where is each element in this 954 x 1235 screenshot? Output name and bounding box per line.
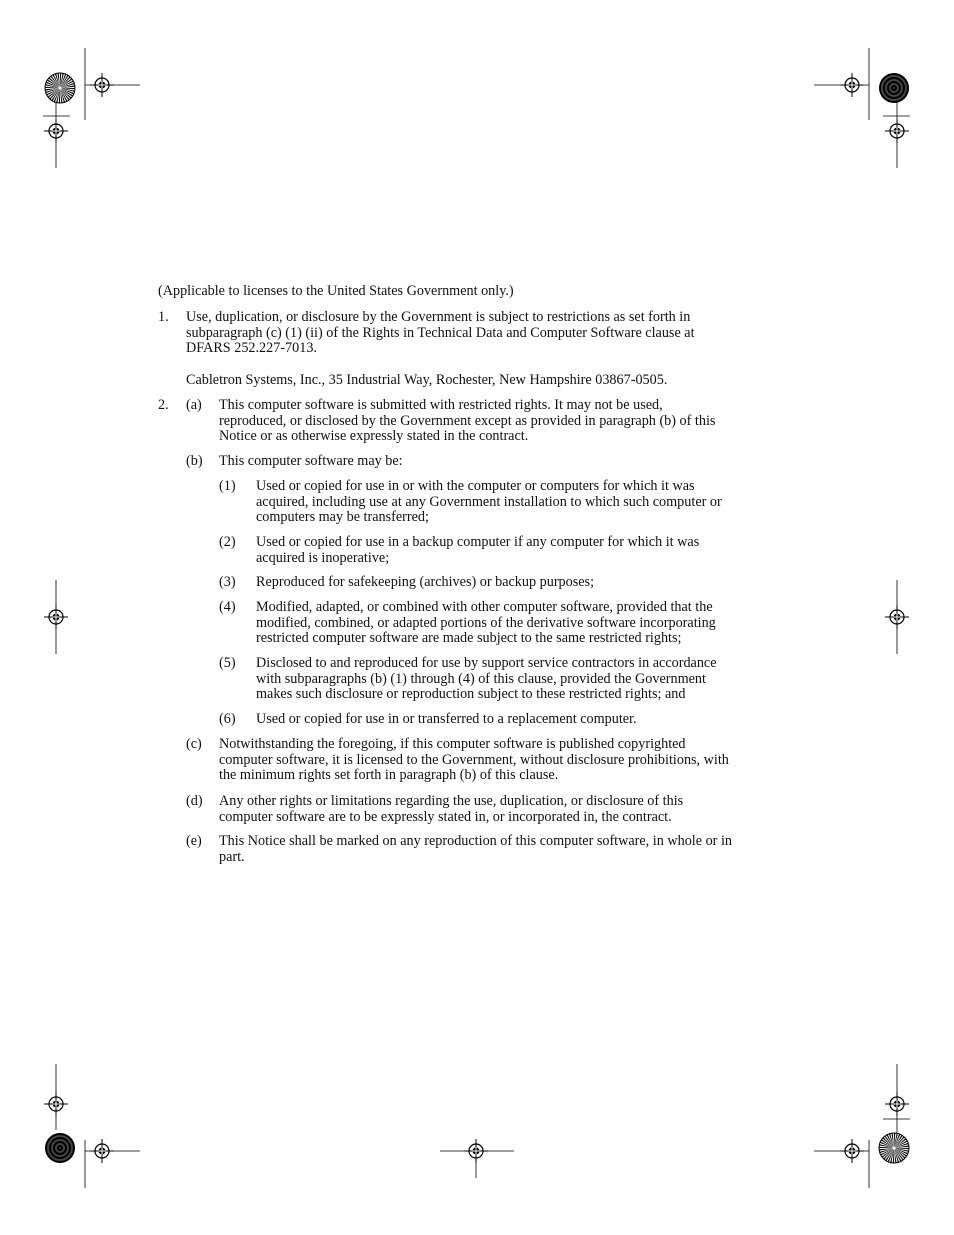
paragraph-line: restricted computer software are made subject to the same restricted rights; <box>256 630 682 647</box>
paragraph-line: subparagraph (c) (1) (ii) of the Rights in Technical Data and Computer Software clause at <box>186 324 695 341</box>
subclause-6-label: (6) <box>219 711 236 727</box>
clause-c-text <box>219 737 729 784</box>
subclause-6-text <box>256 712 637 728</box>
ring-target-icon <box>879 73 909 103</box>
subclause-5-label: (5) <box>219 655 236 671</box>
subclause-2-label: (2) <box>219 534 236 550</box>
clause-b-label: (b) <box>186 453 203 469</box>
paragraph-line: computer software are to be expressly stated in, or incorporated in, the contract. <box>219 808 672 825</box>
subclause-3-label: (3) <box>219 574 236 590</box>
paragraph-line: the minimum rights set forth in paragraph (b) of this clause. <box>219 767 559 784</box>
paragraph-line: Any other rights or limitations regarding the use, duplication, or disclosure of this <box>219 793 684 809</box>
ring-target-icon <box>45 1133 75 1163</box>
clause-e-label: (e) <box>186 833 202 849</box>
clause-d-label: (d) <box>186 793 203 809</box>
paragraph-line: Notice or as otherwise expressly stated in the contract. <box>219 428 529 445</box>
registration-target-icon <box>885 119 909 143</box>
registration-target-icon <box>885 605 909 629</box>
item-1-paragraph <box>186 310 695 357</box>
paragraph-line: Reproduced for safekeeping (archives) or backup purposes; <box>256 574 595 590</box>
paragraph-line: makes such disclosure or reproduction subject to these restricted rights; and <box>256 686 686 703</box>
paragraph-line: with subparagraphs (b) (1) through (4) of this clause, provided the Government <box>256 670 706 687</box>
registration-target-icon <box>840 1139 864 1163</box>
subclause-3-text <box>256 575 594 591</box>
paragraph-line: reproduced, or disclosed by the Government except as provided in paragraph (b) of this <box>219 412 716 429</box>
subclause-5-text <box>256 656 717 703</box>
registration-target-icon <box>44 1092 68 1116</box>
clause-e-text <box>219 834 732 865</box>
paragraph-line: DFARS 252.227-7013. <box>186 340 317 357</box>
item-2-number: 2. <box>158 397 169 413</box>
paragraph-line: part. <box>219 848 245 865</box>
clause-a-label: (a) <box>186 397 202 413</box>
registration-target-icon <box>90 1139 114 1163</box>
subclause-4-text <box>256 600 716 647</box>
clause-d-text <box>219 794 683 825</box>
registration-target-icon <box>90 73 114 97</box>
paragraph-line: computers may be transferred; <box>256 509 429 526</box>
registration-target-icon <box>840 73 864 97</box>
item-1-number: 1. <box>158 309 169 325</box>
registration-target-icon <box>44 605 68 629</box>
registration-target-icon <box>44 119 68 143</box>
subclause-1-label: (1) <box>219 478 236 494</box>
paragraph-line: This Notice shall be marked on any reproduction of this computer software, in whole or in <box>219 833 732 849</box>
paragraph-line: modified, combined, or adapted portions of the derivative software incorporating <box>256 614 716 631</box>
clause-b-text: This computer software may be: <box>219 453 403 469</box>
paragraph-line: Notwithstanding the foregoing, if this computer software is published copyrighted <box>219 736 686 752</box>
subclause-1-text <box>256 479 722 526</box>
paragraph-line: This computer software is submitted with restricted rights. It may not be used, <box>219 397 663 413</box>
star-target-icon <box>879 1133 909 1163</box>
registration-target-icon <box>464 1139 488 1163</box>
subclause-4-label: (4) <box>219 599 236 615</box>
paragraph-line: Use, duplication, or disclosure by the Government is subject to restrictions as set forth in <box>186 309 691 325</box>
star-target-icon <box>45 73 75 103</box>
registration-target-icon <box>885 1092 909 1116</box>
paragraph-line: Modified, adapted, or combined with other computer software, provided that the <box>256 599 713 615</box>
paragraph-line: computer software, it is licensed to the Government, without disclosure prohibitions, with <box>219 751 729 768</box>
subclause-2-text <box>256 535 699 566</box>
paragraph-line: Disclosed to and reproduced for use by support service contractors in accordance <box>256 655 717 671</box>
paragraph-line: Used or copied for use in or with the computer or computers for which it was <box>256 478 695 494</box>
intro-text: (Applicable to licenses to the United States Government only.) <box>158 283 514 299</box>
clause-c-label: (c) <box>186 736 202 752</box>
paragraph-line: Used or copied for use in a backup computer if any computer for which it was <box>256 534 700 550</box>
paragraph-line: Used or copied for use in or transferred to a replacement computer. <box>256 711 637 727</box>
paragraph-line: acquired is inoperative; <box>256 549 390 566</box>
paragraph-line: acquired, including use at any Government installation to which such computer or <box>256 493 722 510</box>
company-address: Cabletron Systems, Inc., 35 Industrial Way, Rochester, New Hampshire 03867-0505. <box>186 372 668 388</box>
clause-a-text <box>219 398 715 445</box>
